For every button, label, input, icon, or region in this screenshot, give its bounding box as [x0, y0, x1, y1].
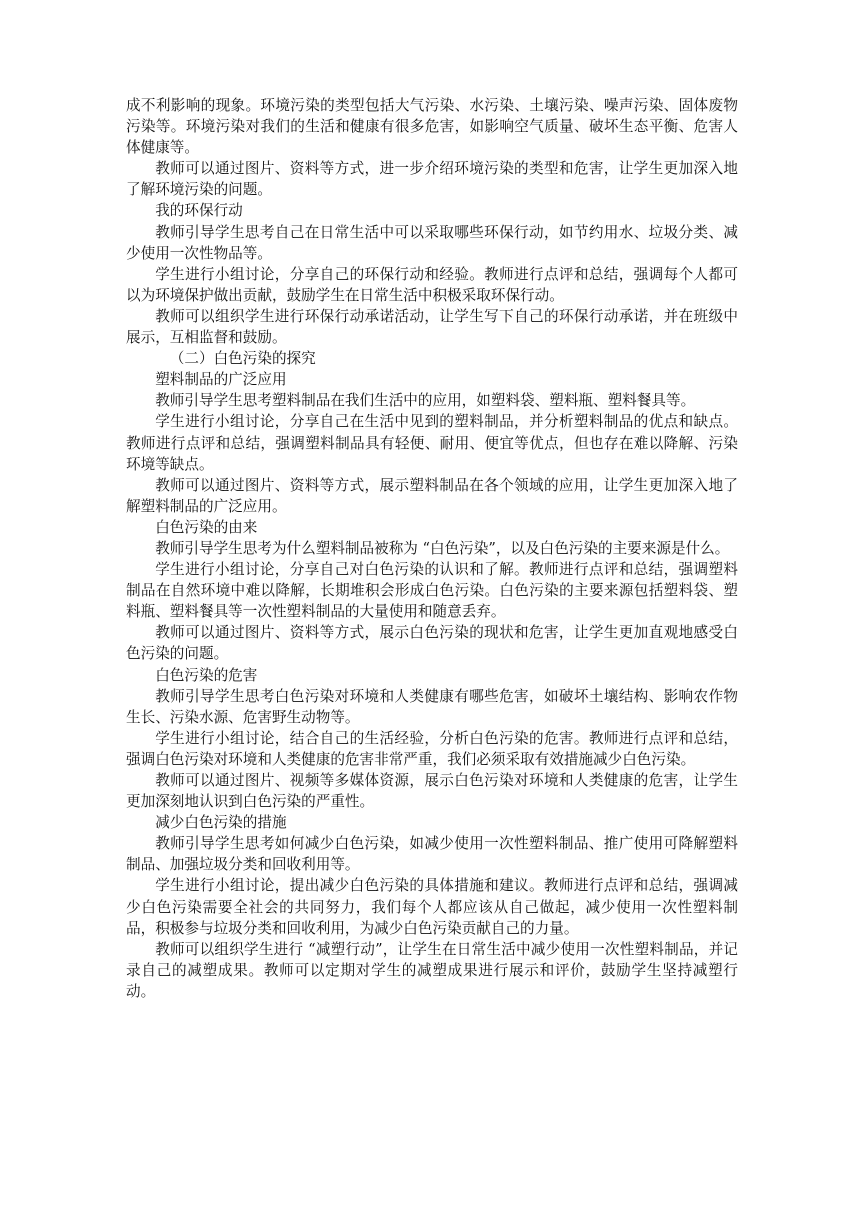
paragraph: 教师引导学生思考自己在日常生活中可以采取哪些环保行动，如节约用水、垃圾分类、减少使用一次性物品等。 [126, 223, 738, 262]
subheading-harms-of-white-pollution: 白色污染的危害 [155, 666, 258, 684]
subheading-plastic-applications: 塑料制品的广泛应用 [155, 371, 287, 389]
section-heading-white-pollution: （二）白色污染的探究 [169, 350, 316, 368]
subheading-my-eco-actions: 我的环保行动 [155, 202, 243, 220]
paragraph: 教师可以组织学生进行 “减塑行动”，让学生在日常生活中减少使用一次性塑料制品，并记录自己的减塑成果。教师可以定期对学生的减塑成果进行展示和评价，鼓励学生坚持减塑行动。 [126, 940, 738, 1000]
paragraph: 教师可以通过图片、资料等方式，进一步介绍环境污染的类型和危害，让学生更加深入地了解环境污染的问题。 [126, 160, 738, 199]
paragraph: 学生进行小组讨论，结合自己的生活经验，分析白色污染的危害。教师进行点评和总结，强调白色污染对环境和人类健康的危害非常严重，我们必须采取有效措施减少白色污染。 [126, 729, 738, 768]
paragraph: 教师可以组织学生进行环保行动承诺活动，让学生写下自己的环保行动承诺，并在班级中展示，互相监督和鼓励。 [126, 307, 738, 347]
paragraph-continuation: 成不利影响的现象。环境污染的类型包括大气污染、水污染、土壤污染、噪声污染、固体废物污染等。环境污染对我们的生活和健康有很多危害，如影响空气质量、破坏生态平衡、危害人体健康等。 [126, 97, 738, 157]
paragraph: 学生进行小组讨论，提出减少白色污染的具体措施和建议。教师进行点评和总结，强调减少白色污染需要全社会的共同努力，我们每个人都应该从自己做起，减少使用一次性塑料制品，积极参与垃圾分类和回收利用，为减少白色污染贡献自己的力量。 [126, 877, 738, 937]
paragraph: 教师引导学生思考塑料制品在我们生活中的应用，如塑料袋、塑料瓶、塑料餐具等。 [155, 392, 696, 410]
paragraph: 教师引导学生思考为什么塑料制品被称为 “白色污染”，以及白色污染的主要来源是什么。 [155, 539, 730, 557]
paragraph: 学生进行小组讨论，分享自己的环保行动和经验。教师进行点评和总结，强调每个人都可以为环境保护做出贡献，鼓励学生在日常生活中积极采取环保行动。 [126, 265, 738, 304]
paragraph: 教师引导学生思考如何减少白色污染，如减少使用一次性塑料制品、推广使用可降解塑料制品、加强垃圾分类和回收利用等。 [126, 835, 738, 874]
paragraph: 学生进行小组讨论，分享自己在生活中见到的塑料制品，并分析塑料制品的优点和缺点。教师进行点评和总结，强调塑料制品具有轻便、耐用、便宜等优点，但也存在难以降解、污染环境等缺点。 [126, 413, 738, 473]
paragraph: 教师引导学生思考白色污染对环境和人类健康有哪些危害，如破坏土壤结构、影响农作物生长、污染水源、危害野生动物等。 [126, 687, 738, 726]
subheading-reduction-measures: 减少白色污染的措施 [155, 814, 287, 832]
paragraph: 教师可以通过图片、资料等方式，展示白色污染的现状和危害，让学生更加直观地感受白色污染的问题。 [126, 624, 738, 663]
document-page [126, 95, 738, 1002]
paragraph: 教师可以通过图片、视频等多媒体资源，展示白色污染对环境和人类健康的危害，让学生更加深刻地认识到白色污染的严重性。 [126, 772, 738, 811]
paragraph: 教师可以通过图片、资料等方式，展示塑料制品在各个领域的应用，让学生更加深入地了解塑料制品的广泛应用。 [126, 476, 738, 515]
paragraph: 学生进行小组讨论，分享自己对白色污染的认识和了解。教师进行点评和总结，强调塑料制品在自然环境中难以降解，长期堆积会形成白色污染。白色污染的主要来源包括塑料袋、塑料瓶、塑料餐具等一次性塑料制品的大量使用和随意丢弃。 [126, 561, 738, 621]
subheading-origin-of-white-pollution: 白色污染的由来 [155, 518, 258, 536]
